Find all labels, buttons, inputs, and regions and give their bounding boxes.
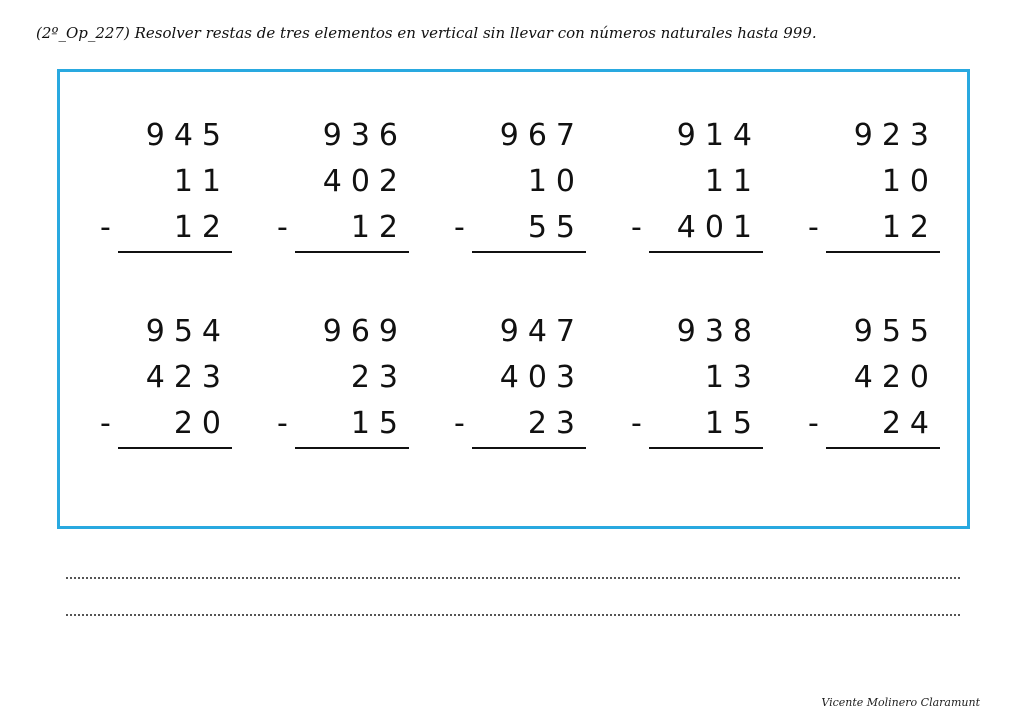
result-line xyxy=(118,251,232,253)
minuend: 938 xyxy=(676,314,761,349)
subtrahend-2: 12 xyxy=(881,210,938,245)
result-line xyxy=(295,251,409,253)
result-line xyxy=(649,447,763,449)
exercise-box xyxy=(57,69,970,529)
subtrahend-2: 12 xyxy=(350,210,407,245)
result-line xyxy=(472,251,586,253)
subtrahend-1: 10 xyxy=(527,164,584,199)
answer-dotted-line-1 xyxy=(66,577,960,579)
subtrahend-1: 402 xyxy=(322,164,407,199)
subtrahend-2: 15 xyxy=(704,406,761,441)
minuend: 923 xyxy=(853,118,938,153)
minuend: 967 xyxy=(499,118,584,153)
subtrahend-2: 20 xyxy=(173,406,230,441)
answer-dotted-line-2 xyxy=(66,614,960,616)
subtrahend-1: 420 xyxy=(853,360,938,395)
minus-sign: - xyxy=(631,406,642,441)
result-line xyxy=(118,447,232,449)
problem-10 xyxy=(808,312,938,462)
result-line xyxy=(826,251,940,253)
problem-9 xyxy=(631,312,761,462)
minus-sign: - xyxy=(277,210,288,245)
problem-2 xyxy=(277,116,407,266)
subtrahend-2: 24 xyxy=(881,406,938,441)
result-line xyxy=(472,447,586,449)
subtrahend-1: 403 xyxy=(499,360,584,395)
subtrahend-2: 15 xyxy=(350,406,407,441)
minus-sign: - xyxy=(808,406,819,441)
minus-sign: - xyxy=(808,210,819,245)
problem-4 xyxy=(631,116,761,266)
problem-5 xyxy=(808,116,938,266)
minus-sign: - xyxy=(454,210,465,245)
minuend: 936 xyxy=(322,118,407,153)
subtrahend-2: 55 xyxy=(527,210,584,245)
subtrahend-1: 11 xyxy=(173,164,230,199)
minus-sign: - xyxy=(277,406,288,441)
worksheet-title: (2º_Op_227) Resolver restas de tres elementos en vertical sin llevar con números naturales hasta 999. xyxy=(36,24,817,42)
minuend: 914 xyxy=(676,118,761,153)
subtrahend-2: 401 xyxy=(676,210,761,245)
result-line xyxy=(826,447,940,449)
subtrahend-1: 11 xyxy=(704,164,761,199)
subtrahend-1: 13 xyxy=(704,360,761,395)
subtrahend-2: 12 xyxy=(173,210,230,245)
minuend: 955 xyxy=(853,314,938,349)
result-line xyxy=(649,251,763,253)
minus-sign: - xyxy=(454,406,465,441)
subtrahend-1: 10 xyxy=(881,164,938,199)
problem-7 xyxy=(277,312,407,462)
subtrahend-2: 23 xyxy=(527,406,584,441)
result-line xyxy=(295,447,409,449)
minuend: 947 xyxy=(499,314,584,349)
problem-3 xyxy=(454,116,584,266)
problem-6 xyxy=(100,312,230,462)
subtrahend-1: 23 xyxy=(350,360,407,395)
problem-8 xyxy=(454,312,584,462)
minus-sign: - xyxy=(631,210,642,245)
subtrahend-1: 423 xyxy=(145,360,230,395)
minuend: 969 xyxy=(322,314,407,349)
problem-1 xyxy=(100,116,230,266)
minuend: 945 xyxy=(145,118,230,153)
minus-sign: - xyxy=(100,406,111,441)
author-credit: Vicente Molinero Claramunt xyxy=(821,696,980,709)
minuend: 954 xyxy=(145,314,230,349)
minus-sign: - xyxy=(100,210,111,245)
